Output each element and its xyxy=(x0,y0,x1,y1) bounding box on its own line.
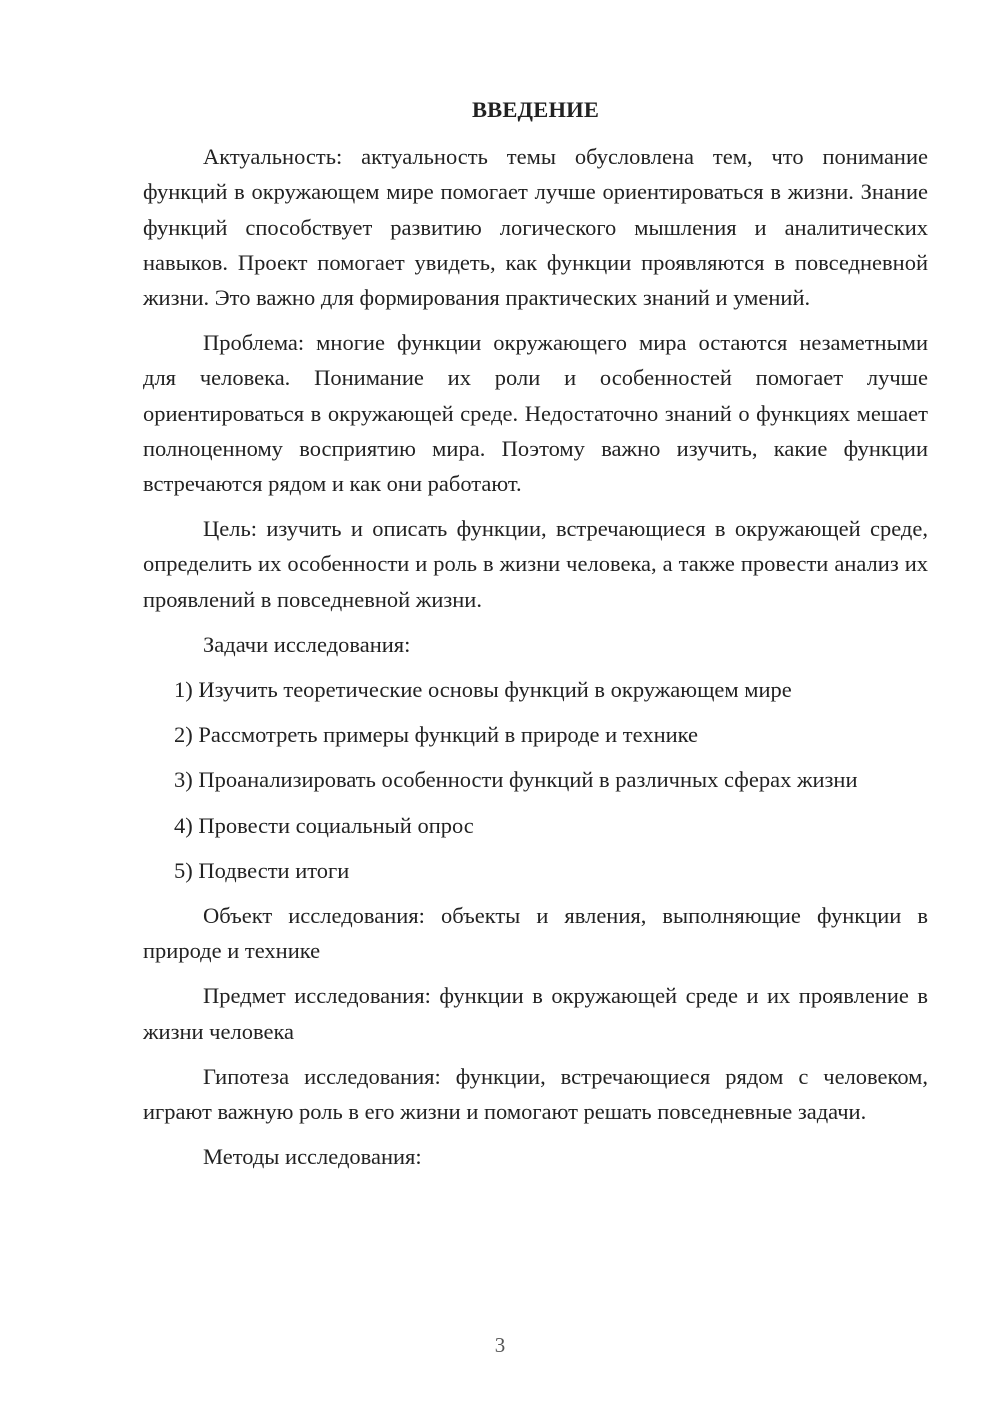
task-item-1: 1) Изучить теоретические основы функций в окружающем мире xyxy=(174,677,792,703)
tasks-heading: Задачи исследования: xyxy=(203,631,411,657)
hypothesis-paragraph: Гипотеза исследования: функции, встречающиеся рядом с человеком, играют важную роль в его жизни и помогают решать повседневные задачи. xyxy=(143,1063,928,1125)
document-page xyxy=(143,92,928,1184)
methods-heading: Методы исследования: xyxy=(203,1144,422,1170)
task-item-5: 5) Подвести итоги xyxy=(174,857,350,883)
page-number: 3 xyxy=(494,1333,506,1357)
object-paragraph: Объект исследования: объекты и явления, выполняющие функции в природе и технике xyxy=(143,903,928,964)
task-item-2: 2) Рассмотреть примеры функций в природе и технике xyxy=(174,722,699,748)
relevance-paragraph: Актуальность: актуальность темы обусловлена тем, что понимание функций в окружающем мире помогает лучше ориентироваться в жизни. Знание функций способствует развитию логического мышления и аналитических навыков. Проект помогает увидеть, как функции проявляются в повседневной жизни. Это важно для формирования практических знаний и умений. xyxy=(143,144,928,311)
task-item-4: 4) Провести социальный опрос xyxy=(174,812,474,838)
page-title: ВВЕДЕНИЕ xyxy=(471,97,600,122)
goal-paragraph: Цель: изучить и описать функции, встречающиеся в окружающей среде, определить их особенности и роль в жизни человека, а также провести анализ их проявлений в повседневной жизни. xyxy=(143,516,928,612)
task-item-3: 3) Проанализировать особенности функций в различных сферах жизни xyxy=(174,767,858,793)
problem-paragraph: Проблема: многие функции окружающего мира остаются незаметными для человека. Понимание их роли и особенностей помогает лучше ориентироваться в окружающей среде. Недостаточно знаний о функциях мешает полноценному восприятию мира. Поэтому важно изучить, какие функции встречаются рядом и как они работают. xyxy=(143,330,928,497)
subject-paragraph: Предмет исследования: функции в окружающей среде и их проявление в жизни человека xyxy=(143,983,928,1044)
